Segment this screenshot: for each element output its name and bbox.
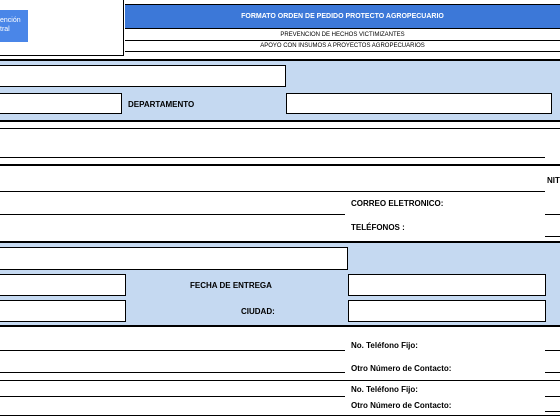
delivery-left-field-1[interactable] — [0, 274, 126, 296]
municipio-field[interactable] — [0, 93, 122, 114]
contact-1-name-line — [0, 350, 345, 351]
correo-label: CORREO ELETRONICO: — [351, 199, 444, 208]
fecha-entrega-field[interactable] — [348, 274, 546, 296]
divider — [0, 164, 560, 166]
entity-name-line — [0, 191, 545, 192]
logo-text-line1: ención — [0, 17, 21, 24]
divider — [0, 380, 560, 381]
page-title: FORMATO ORDEN DE PEDIDO PROTECTO AGROPECUARIO — [241, 13, 444, 20]
nit-label: NIT — [547, 176, 560, 185]
fecha-entrega-label: FECHA DE ENTREGA — [190, 281, 272, 290]
otro-numero-1-label: Otro Número de Contacto: — [351, 364, 452, 373]
divider — [0, 128, 560, 129]
contact-1-extra-line — [0, 372, 345, 373]
otro-numero-1-line — [545, 372, 560, 373]
bottom-border — [0, 415, 560, 416]
otro-numero-2-label: Otro Número de Contacto: — [351, 401, 452, 410]
logo-text-line2: tral — [0, 26, 10, 33]
header-subtitle-1: PREVENCION DE HECHOS VICTIMIZANTES — [125, 30, 560, 41]
delivery-name-field[interactable] — [0, 247, 348, 270]
tel-fijo-1-line — [545, 350, 560, 351]
otro-numero-2-line — [545, 411, 560, 412]
ciudad-field[interactable] — [348, 300, 546, 322]
header-subtitle-2: APOYO CON INSUMOS A PROYECTOS AGROPECUARIOS — [125, 41, 560, 52]
correo-line — [545, 214, 560, 215]
telefonos-line — [545, 236, 560, 237]
blank-line — [0, 157, 545, 158]
tel-fijo-2-line — [545, 396, 560, 397]
departamento-field[interactable] — [286, 93, 552, 114]
contact-2-name-line — [0, 396, 345, 397]
logo — [0, 10, 28, 42]
tel-fijo-2-label: No. Teléfono Fijo: — [351, 385, 418, 394]
delivery-left-field-2[interactable] — [0, 300, 126, 322]
telefonos-label: TELÉFONOS : — [351, 223, 405, 232]
tel-fijo-1-label: No. Teléfono Fijo: — [351, 341, 418, 350]
ciudad-label: CIUDAD: — [241, 307, 275, 316]
address-line — [0, 214, 345, 215]
name-field[interactable] — [0, 65, 286, 87]
departamento-label: DEPARTAMENTO — [128, 100, 195, 109]
